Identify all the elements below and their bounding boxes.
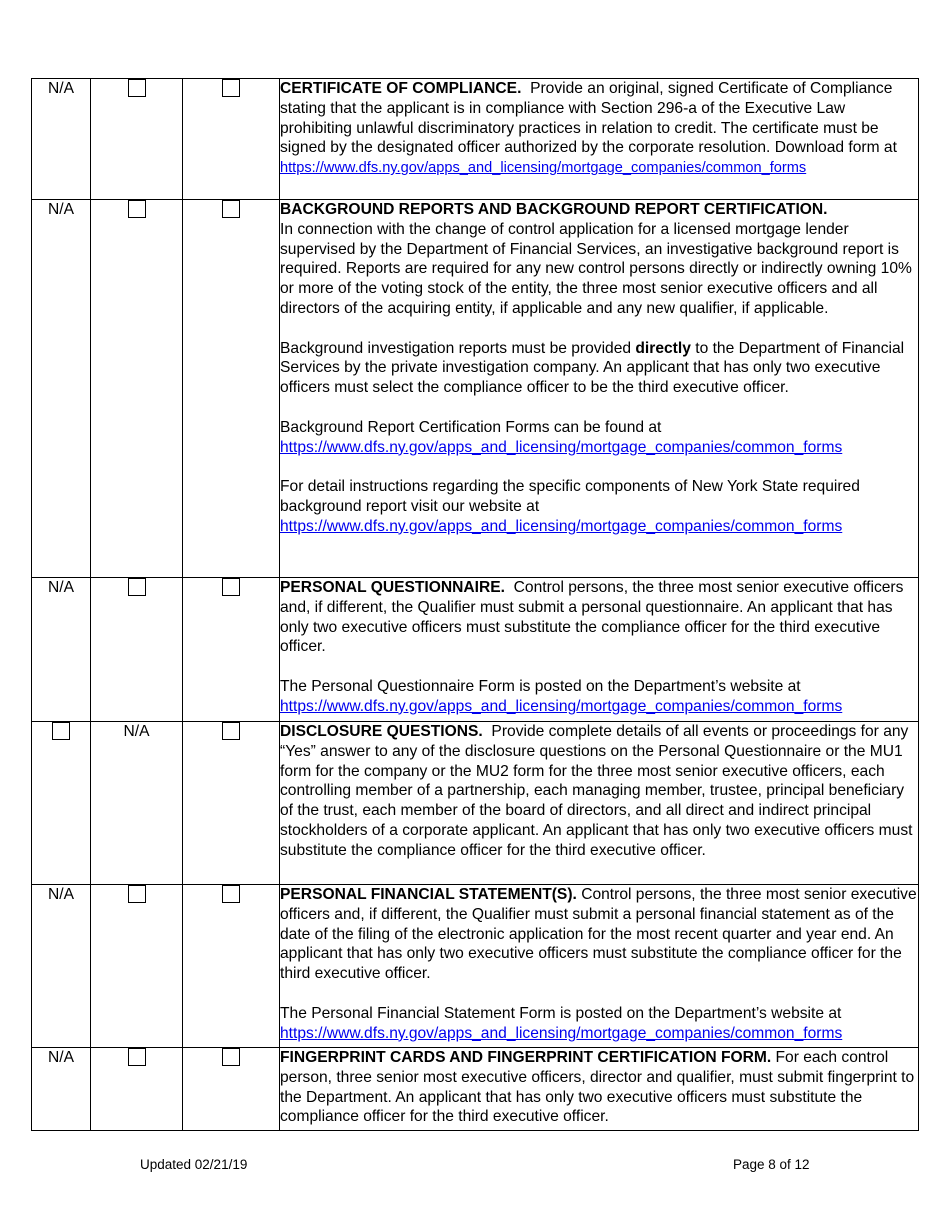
checkbox[interactable] — [128, 578, 146, 596]
requirement-text: In connection with the change of control application for a licensed mortgage lender supervised by the Department of Financial Services, an investigative background report is required. Reports are required for any new control persons directly or indirectly owning 10% or more of the voting stock of the entity, the three most senior executive officers and all directors of the acquiring entity, if applicable and any new qualifier, if applicable. — [280, 220, 912, 317]
checkbox[interactable] — [222, 578, 240, 596]
requirement-description — [280, 578, 919, 722]
updated-date: Updated 02/21/19 — [140, 1157, 248, 1172]
table-row — [32, 578, 919, 722]
page-number: Page 8 of 12 — [733, 1157, 810, 1172]
requirement-heading: BACKGROUND REPORTS AND BACKGROUND REPORT CERTIFICATION. — [280, 201, 828, 218]
requirement-text: Control persons, the three most senior executive officers and, if different, the Qualifier must submit a personal questionnaire. An applicant that has only two executive officers must substitute the compliance officer for the third executive officer. — [280, 579, 904, 656]
requirement-heading: DISCLOSURE QUESTIONS. — [280, 723, 483, 740]
common-forms-link[interactable]: https://www.dfs.ny.gov/apps_and_licensing/mortgage_companies/common_forms — [280, 438, 843, 456]
checkbox[interactable] — [222, 200, 240, 218]
requirement-text: to the Department of Financial Services by the private investigation company. An applicant that has only two executive officers must select the compliance officer to be the third executive officer. — [280, 339, 905, 397]
requirement-text: Background Report Certification Forms can be found at — [280, 418, 662, 436]
checkbox[interactable] — [128, 1048, 146, 1066]
emphasis-text: directly — [635, 339, 691, 357]
requirement-heading: FINGERPRINT CARDS AND FINGERPRINT CERTIFICATION FORM. — [280, 1049, 772, 1066]
common-forms-link[interactable]: https://www.dfs.ny.gov/apps_and_licensing/mortgage_companies/common_forms — [280, 697, 843, 715]
checkbox[interactable] — [128, 885, 146, 903]
table-row — [32, 200, 919, 578]
checkbox[interactable] — [128, 200, 146, 218]
na-cell: N/A — [32, 200, 91, 578]
requirement-heading: PERSONAL QUESTIONNAIRE. — [280, 579, 505, 596]
requirement-description — [280, 1048, 919, 1131]
table-row — [32, 1048, 919, 1131]
checkbox[interactable] — [52, 722, 70, 740]
checkbox[interactable] — [222, 885, 240, 903]
table-row — [32, 722, 919, 885]
common-forms-link[interactable]: https://www.dfs.ny.gov/apps_and_licensing/mortgage_companies/common_forms — [280, 160, 807, 177]
requirement-text: For detail instructions regarding the specific components of New York State required background report visit our website at — [280, 478, 860, 515]
requirements-table — [31, 78, 919, 1131]
na-cell: N/A — [32, 79, 91, 200]
requirement-text: The Personal Questionnaire Form is posted on the Department’s website at — [280, 677, 801, 695]
checkbox[interactable] — [222, 722, 240, 740]
na-cell: N/A — [32, 1048, 91, 1131]
common-forms-link[interactable]: https://www.dfs.ny.gov/apps_and_licensing/mortgage_companies/common_forms — [280, 1024, 843, 1042]
requirement-text: The Personal Financial Statement Form is posted on the Department’s website at — [280, 1004, 842, 1022]
common-forms-link[interactable]: https://www.dfs.ny.gov/apps_and_licensing/mortgage_companies/common_forms — [280, 517, 843, 535]
requirement-text: Provide complete details of all events or proceedings for any “Yes” answer to any of the disclosure questions on the Personal Questionnaire or the MU1 form for the company or the MU2 form for the three most senior executive officers, each controlling member of a partnership, each managing member, trustee, principal beneficiary of the trust, each member of the board of directors, and all direct and indirect principal stockholders of a corporate applicant. An applicant that has only two executive officers must substitute the compliance officer for the third executive officer. — [280, 723, 913, 859]
requirement-description — [280, 79, 919, 200]
requirement-description — [280, 722, 919, 885]
requirement-text: For each control person, three senior most executive officers, director and qualifier, must submit fingerprint to the Department. An applicant that has only two executive officers must substitute the compliance officer for the third executive officer. — [280, 1049, 915, 1126]
requirement-heading: CERTIFICATE OF COMPLIANCE. — [280, 80, 522, 97]
requirement-heading: PERSONAL FINANCIAL STATEMENT(S). — [280, 886, 577, 903]
na-cell: N/A — [32, 578, 91, 722]
checkbox[interactable] — [128, 79, 146, 97]
table-row — [32, 885, 919, 1048]
na-cell: N/A — [91, 722, 183, 885]
requirement-text: Provide an original, signed Certificate of Compliance stating that the applicant is in compliance with Section 296-a of the Executive Law prohibiting unlawful discriminatory practices in relation to credit. The certificate must be signed by the designated officer authorized by the corporate resolution. Download form at — [280, 80, 897, 157]
table-row — [32, 79, 919, 200]
checkbox[interactable] — [222, 79, 240, 97]
requirement-text: Background investigation reports must be provided — [280, 339, 632, 357]
na-cell: N/A — [32, 885, 91, 1048]
requirement-description — [280, 885, 919, 1048]
requirement-text: Control persons, the three most senior executive officers and, if different, the Qualifier must submit a personal financial statement as of the date of the filing of the electronic application for the most recent quarter and year end. An applicant that has only two executive officers must substitute the compliance officer for the third executive officer. — [280, 886, 917, 983]
requirement-description — [280, 200, 919, 578]
checkbox[interactable] — [222, 1048, 240, 1066]
